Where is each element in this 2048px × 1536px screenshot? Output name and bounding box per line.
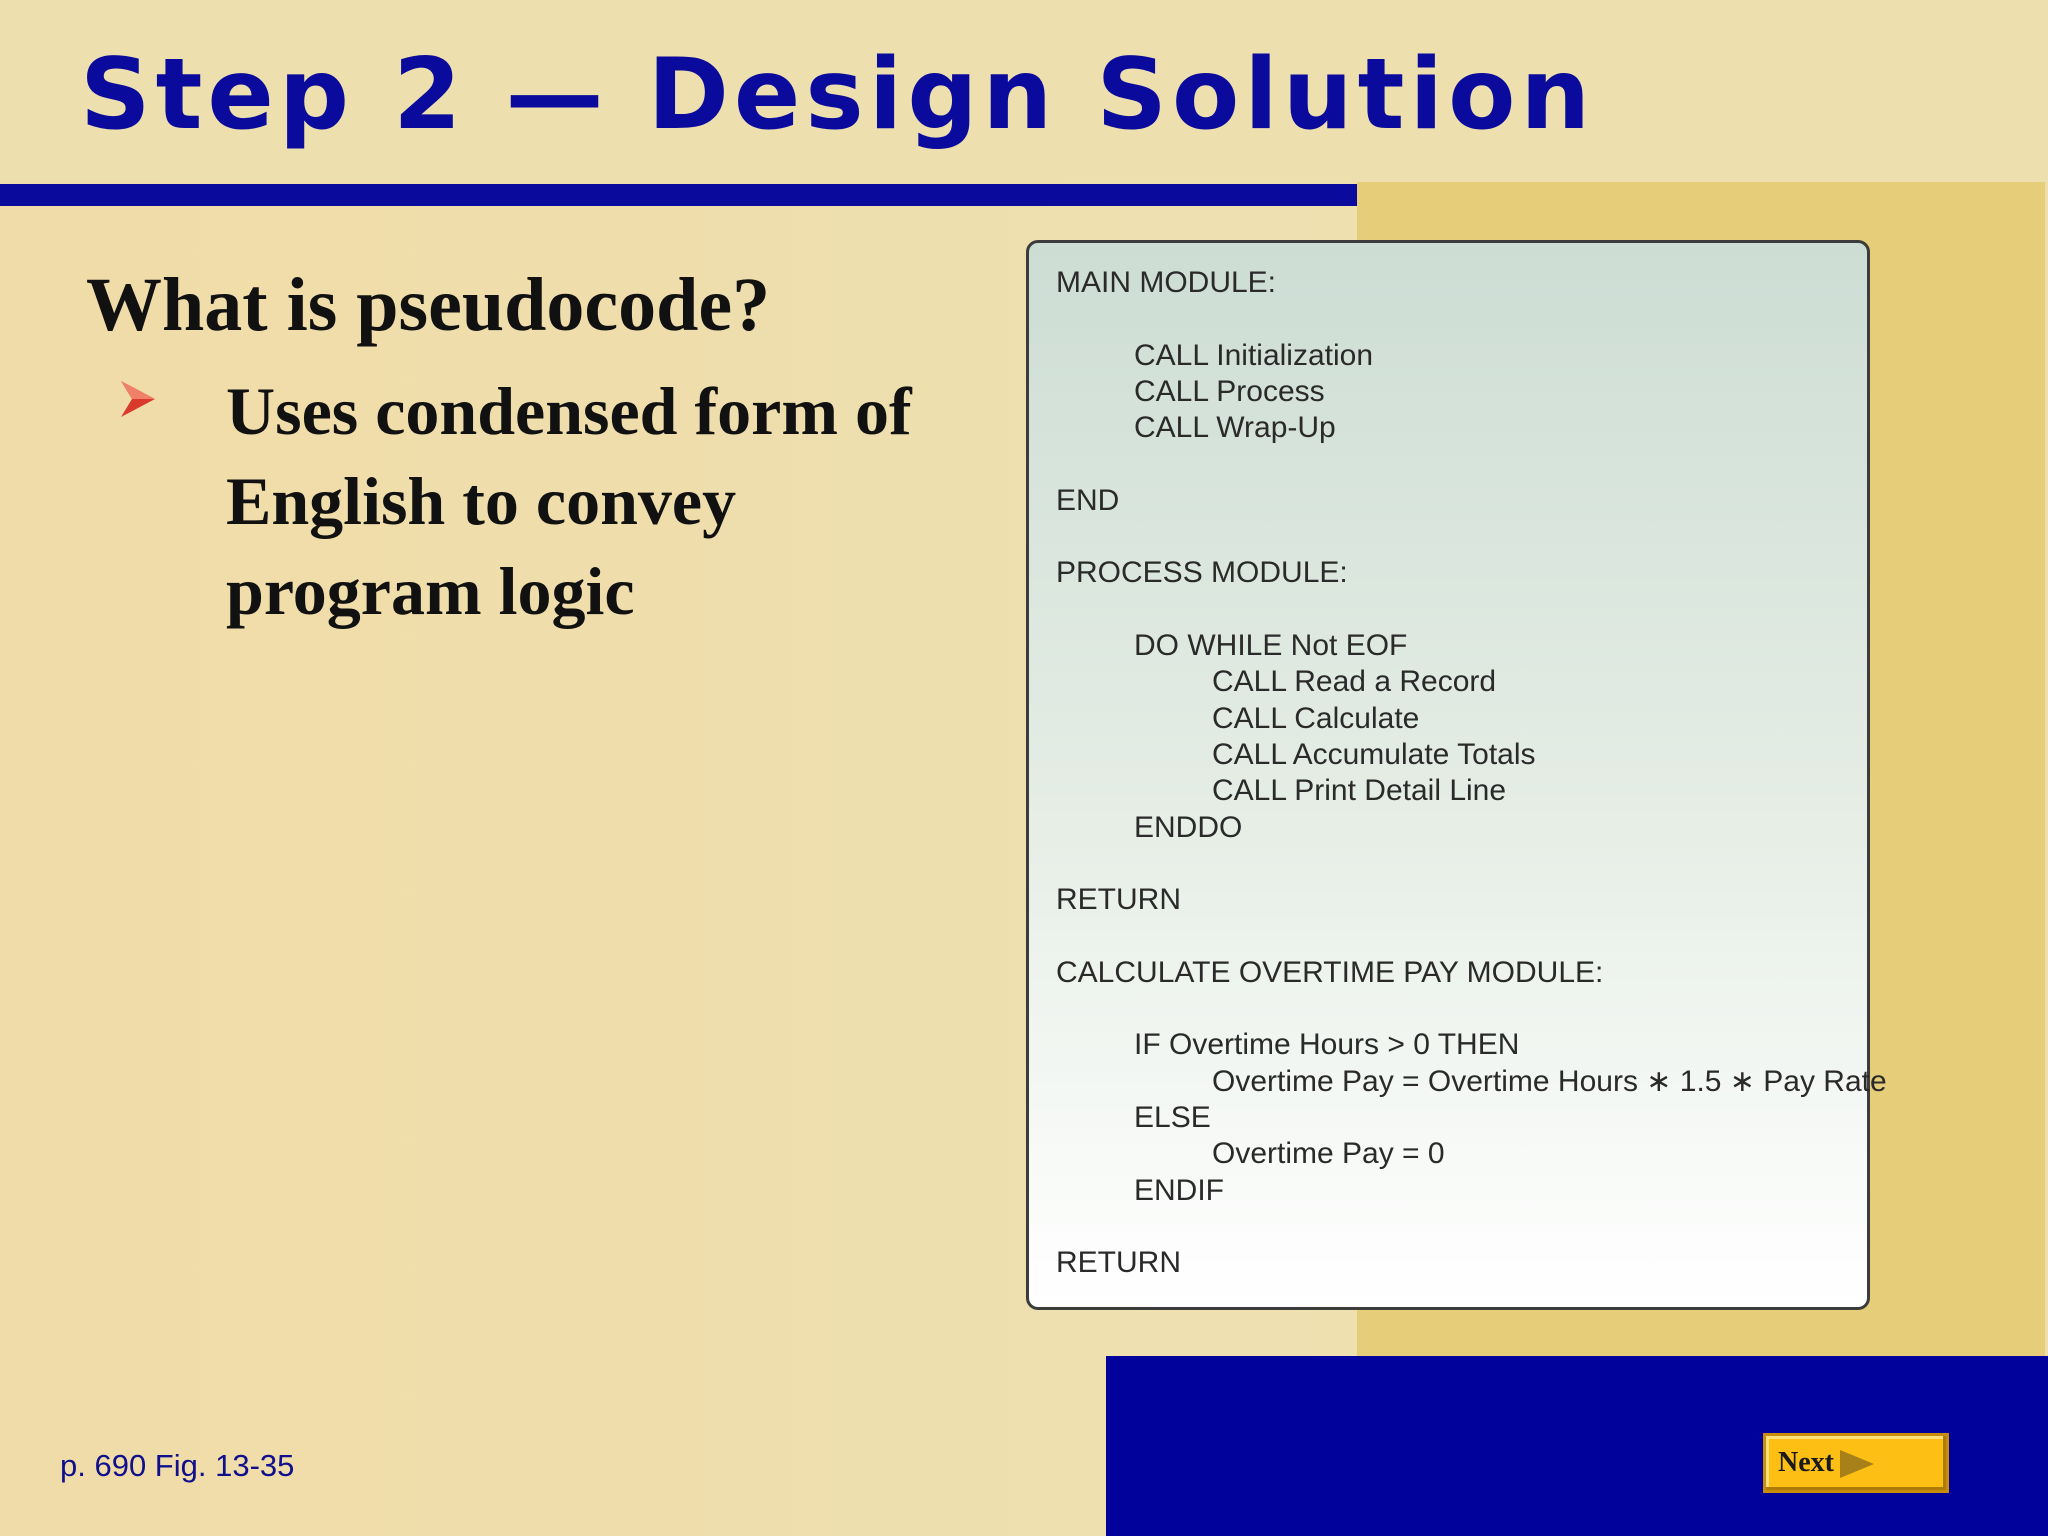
pseudocode-line: ENDIF (1134, 1173, 1224, 1207)
pseudocode-line: PROCESS MODULE: (1056, 556, 1348, 590)
pseudocode-line: CALL Calculate (1212, 701, 1420, 735)
pseudocode-figure (1026, 240, 1887, 1310)
right-triangle-arrow-icon (1838, 1448, 1876, 1480)
pseudocode-line: CALL Print Detail Line (1212, 774, 1507, 808)
pseudocode-line: CALL Wrap-Up (1134, 411, 1336, 445)
pseudocode-line: END (1056, 483, 1120, 517)
pseudocode-line: ELSE (1134, 1100, 1211, 1134)
pseudocode-line: Overtime Pay = 0 (1212, 1137, 1445, 1171)
arrowhead-bullet-icon (118, 378, 158, 420)
pseudocode-line: MAIN MODULE: (1056, 266, 1277, 299)
pseudocode-line: RETURN (1056, 883, 1181, 917)
title-underline-rule (0, 184, 1357, 206)
pseudocode-line: Overtime Pay = Overtime Hours ∗ 1.5 ∗ Pay Rate (1212, 1064, 1887, 1098)
figure-caption: p. 690 Fig. 13-35 (60, 1448, 295, 1483)
pseudocode-line: CALL Read a Record (1212, 665, 1497, 699)
next-button[interactable] (1763, 1433, 1949, 1493)
bullet-text: Uses condensed form of English to convey program logic (226, 373, 912, 629)
pseudocode-line: IF Overtime Hours > 0 THEN (1134, 1028, 1520, 1062)
slide-title: Step 2 — Design Solution (80, 38, 1596, 152)
pseudocode-line: ENDDO (1134, 810, 1243, 844)
pseudocode-line: CALCULATE OVERTIME PAY MODULE: (1056, 955, 1604, 989)
pseudocode-line: CALL Initialization (1134, 338, 1374, 372)
next-button-label: Next (1778, 1447, 1834, 1478)
pseudocode-line: CALL Process (1134, 374, 1325, 408)
pseudocode-line: CALL Accumulate Totals (1212, 737, 1536, 771)
question-heading: What is pseudocode? (86, 263, 771, 347)
pseudocode-line: DO WHILE Not EOF (1134, 629, 1408, 662)
pseudocode-line: RETURN (1056, 1246, 1181, 1280)
